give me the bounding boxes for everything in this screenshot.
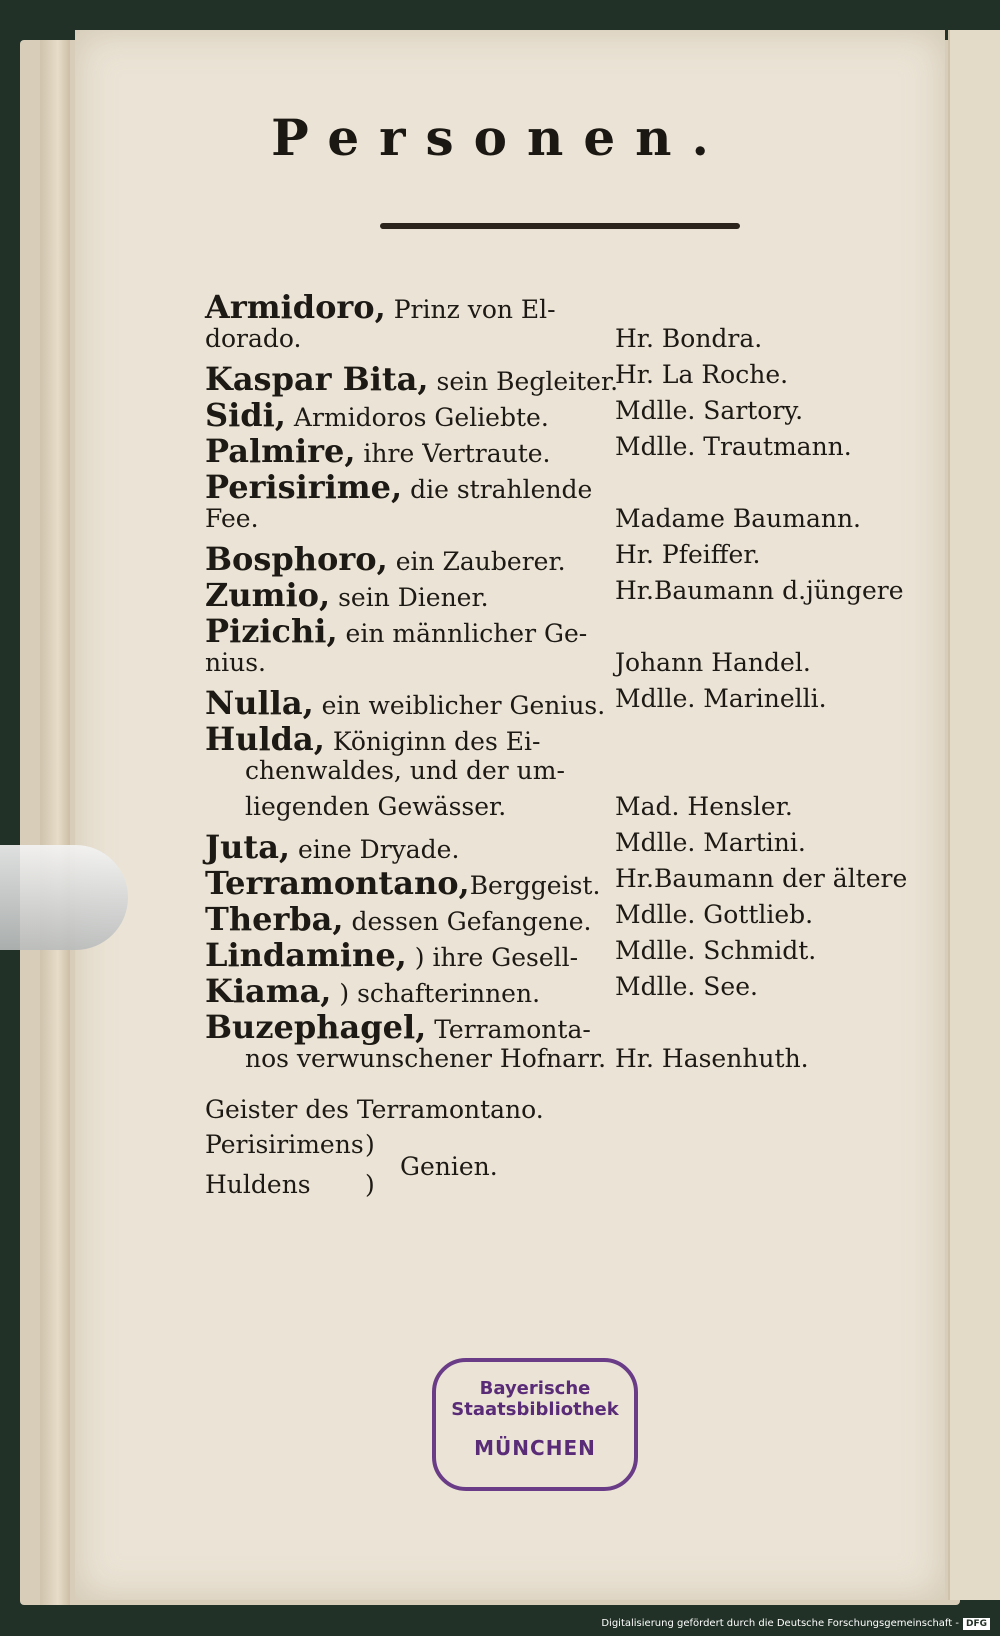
actor-name: Mdlle. Schmidt. xyxy=(615,936,817,965)
cast-row xyxy=(205,792,925,828)
actor-name: Hr. Hasenhuth. xyxy=(615,1044,809,1073)
cast-row xyxy=(205,504,925,540)
role-description: ein weiblicher Genius. xyxy=(321,691,606,720)
actor-name: Hr. Bondra. xyxy=(615,324,763,353)
footer xyxy=(601,1618,990,1630)
page-edge xyxy=(40,40,70,1605)
cast-row xyxy=(205,396,925,432)
library-stamp xyxy=(432,1358,638,1491)
cast-row xyxy=(205,360,925,396)
stamp-line-1: Bayerische xyxy=(479,1378,591,1399)
role-description: Armidoros Geliebte. xyxy=(293,403,549,432)
role-description: sein Diener. xyxy=(338,583,489,612)
geister-line: Geister des Terramontano. xyxy=(205,1095,544,1124)
role-description: ) schafterinnen. xyxy=(339,979,541,1008)
role-name: Terramontano, xyxy=(205,864,470,902)
role-name: Hulda, xyxy=(205,720,325,758)
role-name: Therba, xyxy=(205,900,344,938)
cast-row xyxy=(205,576,925,612)
role-description: ein männlicher Ge- xyxy=(345,619,588,648)
role-description: Fee. xyxy=(205,504,259,533)
cast-row xyxy=(205,1044,925,1080)
cast-row xyxy=(205,612,925,648)
role-description: Berggeist. xyxy=(469,871,601,900)
cast-row xyxy=(205,900,925,936)
role-name: Kaspar Bita, xyxy=(205,360,429,398)
genien-label: Genien. xyxy=(400,1152,498,1181)
cast-row xyxy=(205,324,925,360)
footer-text: Digitalisierung gefördert durch die Deutsche Forschungsgemeinschaft - xyxy=(601,1618,959,1629)
role-description: sein Begleiter. xyxy=(436,367,619,396)
actor-name: Mad. Hensler. xyxy=(615,792,793,821)
cast-row xyxy=(205,972,925,1008)
role-description: chenwaldes, und der um- xyxy=(245,756,565,785)
actor-name: Hr.Baumann der ältere xyxy=(615,864,908,893)
actor-name: Mdlle. Marinelli. xyxy=(615,684,827,713)
role-name: Juta, xyxy=(205,828,291,866)
actor-name: Hr. Pfeiffer. xyxy=(615,540,761,569)
cast-row xyxy=(205,468,925,504)
brace: ) xyxy=(365,1170,375,1199)
role-description: Prinz von El- xyxy=(393,295,556,324)
actor-name: Mdlle. Trautmann. xyxy=(615,432,852,461)
role-name: Armidoro, xyxy=(205,288,386,326)
role-description: Terramonta- xyxy=(434,1015,591,1044)
page-clip xyxy=(0,845,128,950)
actor-name: Madame Baumann. xyxy=(615,504,861,533)
genien-group xyxy=(205,1130,605,1210)
role-name: Zumio, xyxy=(205,576,331,614)
actor-name: Hr.Baumann d.jüngere xyxy=(615,576,904,605)
genien-line-1: Perisirimens xyxy=(205,1130,364,1159)
cast-row xyxy=(205,936,925,972)
cast-row xyxy=(205,756,925,792)
role-name: Kiama, xyxy=(205,972,332,1010)
actor-name: Mdlle. Gottlieb. xyxy=(615,900,814,929)
role-description: nius. xyxy=(205,648,266,677)
role-name: Pizichi, xyxy=(205,612,338,650)
role-description: eine Dryade. xyxy=(298,835,460,864)
actor-name: Hr. La Roche. xyxy=(615,360,789,389)
role-description: Königinn des Ei- xyxy=(332,727,541,756)
cast-row xyxy=(205,648,925,684)
cast-row xyxy=(205,828,925,864)
cast-row xyxy=(205,288,925,324)
role-name: Bosphoro, xyxy=(205,540,388,578)
actor-name: Johann Handel. xyxy=(615,648,811,677)
role-description: dessen Gefangene. xyxy=(351,907,592,936)
role-description: die strahlende xyxy=(410,475,593,504)
actor-name: Mdlle. Sartory. xyxy=(615,396,804,425)
title-rule xyxy=(380,223,740,229)
role-name: Lindamine, xyxy=(205,936,407,974)
role-description: dorado. xyxy=(205,324,302,353)
brace: ) xyxy=(365,1130,375,1159)
cast-row xyxy=(205,720,925,756)
role-description: ein Zauberer. xyxy=(395,547,566,576)
cast-row xyxy=(205,1008,925,1044)
actor-name: Mdlle. See. xyxy=(615,972,758,1001)
role-description: ihre Vertraute. xyxy=(363,439,551,468)
cast-row xyxy=(205,684,925,720)
cast-row xyxy=(205,540,925,576)
role-name: Sidi, xyxy=(205,396,286,434)
cast-row xyxy=(205,432,925,468)
cast-row xyxy=(205,864,925,900)
dfg-logo: DFG xyxy=(963,1618,990,1630)
role-name: Palmire, xyxy=(205,432,356,470)
role-description: nos verwunschener Hofnarr. xyxy=(245,1044,607,1073)
role-description: liegenden Gewässer. xyxy=(245,792,507,821)
genien-line-2: Huldens xyxy=(205,1170,311,1199)
next-page-edge xyxy=(948,30,1000,1600)
role-description: ) ihre Gesell- xyxy=(414,943,579,972)
page-title: Personen. xyxy=(271,108,729,167)
role-name: Nulla, xyxy=(205,684,314,722)
stamp-line-2: Staatsbibliothek xyxy=(451,1399,619,1420)
stamp-line-3: MÜNCHEN xyxy=(474,1436,596,1460)
cast-list xyxy=(205,288,925,1080)
role-name: Buzephagel, xyxy=(205,1008,427,1046)
role-name: Perisirime, xyxy=(205,468,403,506)
actor-name: Mdlle. Martini. xyxy=(615,828,806,857)
